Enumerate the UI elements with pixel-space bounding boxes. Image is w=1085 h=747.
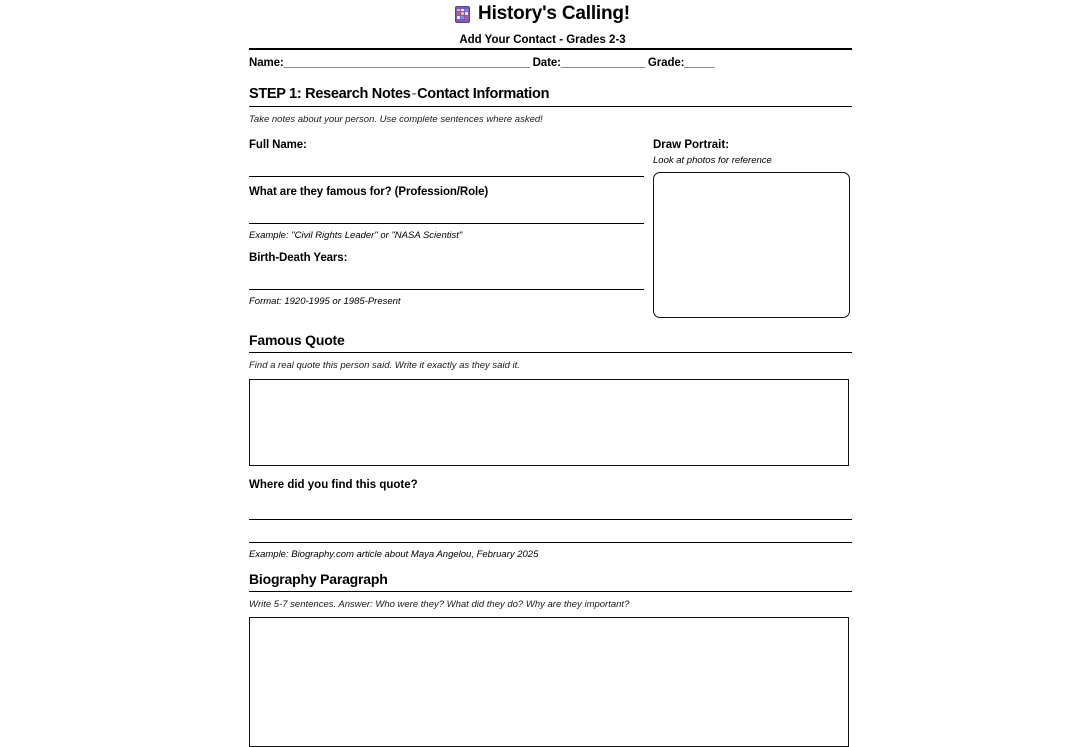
portrait-column	[653, 137, 852, 318]
step-heading-divider	[249, 106, 852, 107]
famous-for-example: Example: "Civil Rights Leader" or "NASA Scientist"	[249, 230, 463, 241]
date-input-blank[interactable]: ______________	[560, 57, 645, 69]
famous-quote-heading: Famous Quote	[249, 332, 345, 348]
biography-divider	[249, 591, 852, 592]
identity-line	[249, 55, 852, 72]
page-title-text: History's Calling!	[478, 3, 630, 24]
full-name-write-line[interactable]	[249, 153, 644, 177]
step-heading-main: STEP 1: Research Notes	[249, 86, 411, 102]
worksheet-content	[249, 55, 852, 747]
portrait-label: Draw Portrait:	[653, 139, 730, 151]
biography-heading: Biography Paragraph	[249, 571, 388, 587]
quote-source-label: Where did you find this quote?	[249, 479, 418, 491]
biography-answer-box[interactable]	[249, 617, 849, 747]
step-heading	[249, 85, 852, 103]
page-title	[0, 2, 1085, 26]
grade-label: Grade:	[647, 57, 685, 69]
birth-death-write-line[interactable]	[249, 266, 644, 290]
full-name-label: Full Name:	[249, 139, 307, 151]
contact-fields-column	[249, 137, 644, 309]
birth-death-label: Birth-Death Years:	[249, 252, 348, 264]
biography-hint: Write 5-7 sentences. Answer: Who were they? What did they do? Why are they important?	[249, 599, 630, 610]
header-divider	[249, 48, 852, 50]
step-hint: Take notes about your person. Use complete sentences where asked!	[249, 114, 543, 125]
contact-and-portrait-row	[249, 137, 852, 327]
grade-input-blank[interactable]: _____	[684, 57, 715, 69]
quote-source-example: Example: Biography.com article about Maya Angelou, February 2025	[249, 549, 539, 560]
famous-quote-divider	[249, 352, 852, 353]
famous-quote-answer-box[interactable]	[249, 379, 849, 466]
famous-quote-hint: Find a real quote this person said. Write it exactly as they said it.	[249, 360, 520, 371]
date-label: Date:	[532, 57, 561, 69]
name-input-blank[interactable]: _________________________________________	[283, 57, 530, 69]
birth-death-format: Format: 1920-1995 or 1985-Present	[249, 296, 401, 307]
famous-for-label: What are they famous for? (Profession/Role)	[249, 186, 489, 198]
document-header	[0, 0, 1085, 48]
name-label: Name:	[249, 57, 284, 69]
quote-source-write-line-2[interactable]	[249, 520, 852, 543]
quote-source-write-line-1[interactable]	[249, 493, 852, 520]
famous-for-write-line[interactable]	[249, 200, 644, 224]
step-heading-separator: -	[411, 86, 417, 102]
keypad-phone-icon	[455, 6, 470, 23]
page-subtitle: Add Your Contact - Grades 2-3	[459, 34, 626, 46]
portrait-drawing-box[interactable]	[653, 172, 850, 318]
portrait-note: Look at photos for reference	[653, 155, 772, 166]
step-heading-sub: Contact Information	[417, 86, 550, 102]
